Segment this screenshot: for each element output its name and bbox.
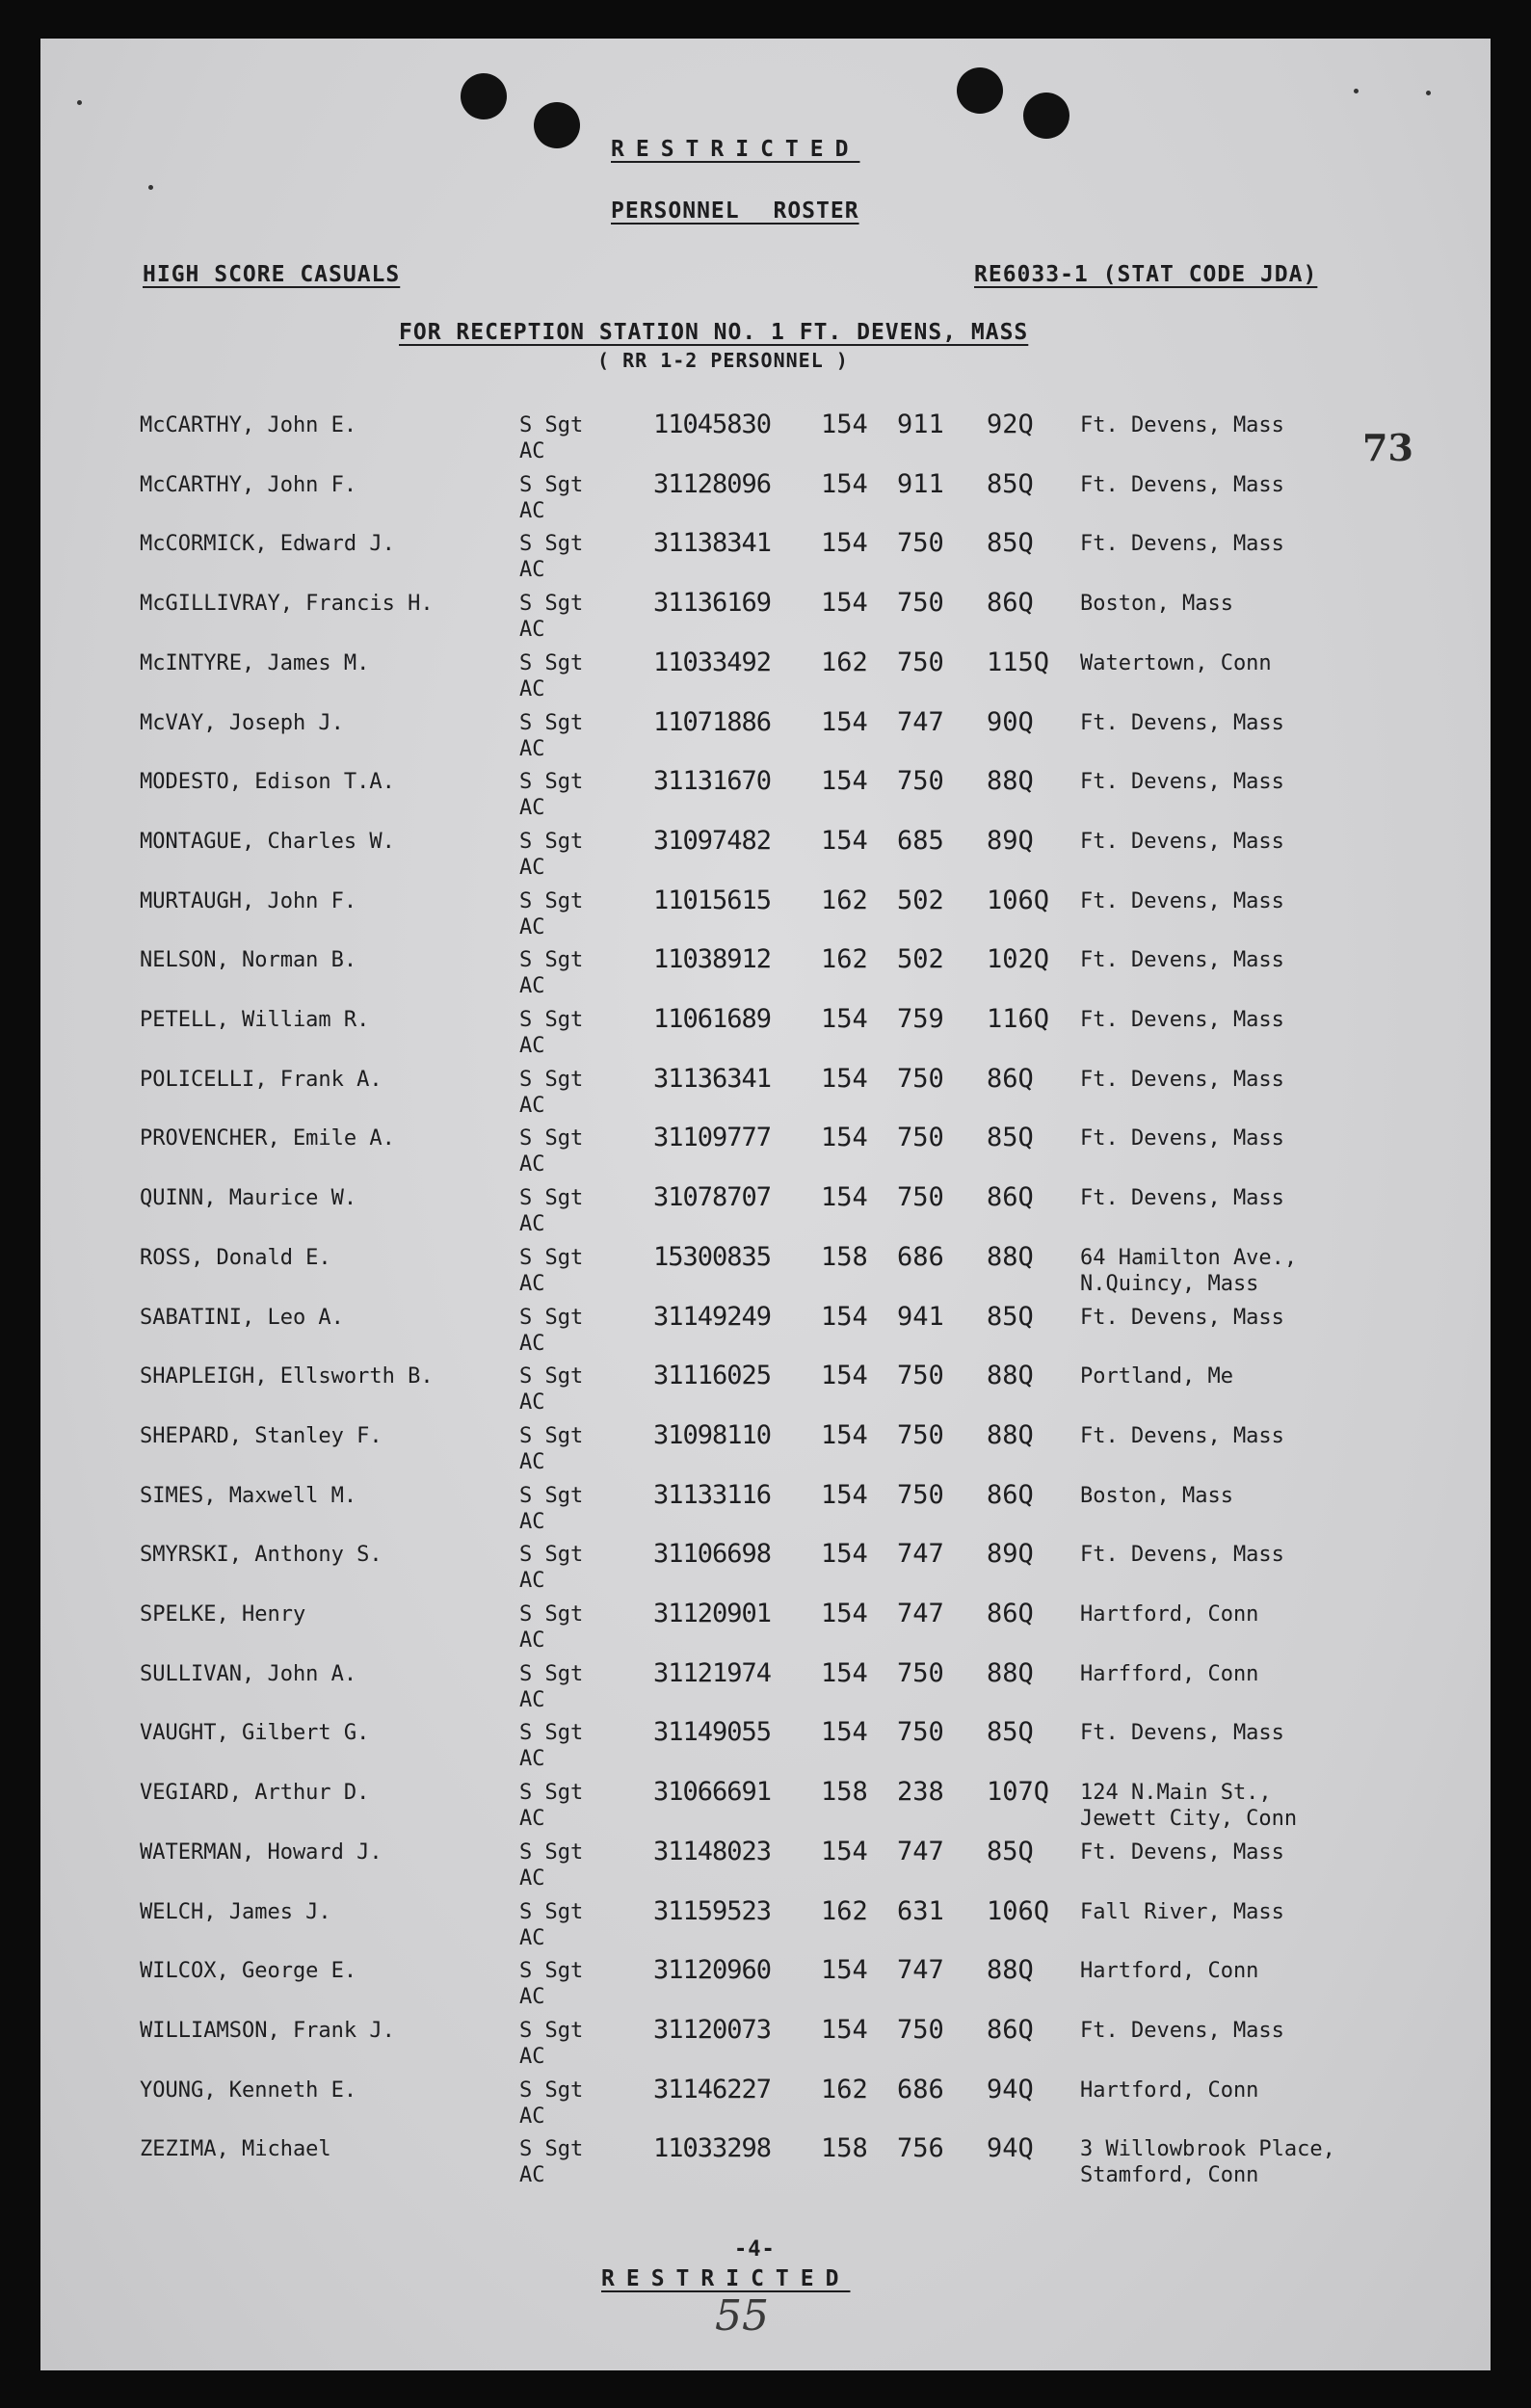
location-line-1: Ft. Devens, Mass <box>1080 1126 1284 1151</box>
table-row <box>40 826 1491 885</box>
person-name: McCORMICK, Edward J. <box>140 532 395 557</box>
serial-number: 11033298 <box>653 2133 772 2164</box>
rank: S Sgt <box>519 1839 584 1865</box>
code-a: 154 <box>821 528 868 559</box>
person-name: VAUGHT, Gilbert G. <box>140 1721 370 1746</box>
person-name: ZEZIMA, Michael <box>140 2137 331 2162</box>
person-name: McCARTHY, John E. <box>140 413 357 437</box>
serial-number: 31136341 <box>653 1063 772 1094</box>
score: 86Q <box>987 1479 1034 1510</box>
score: 89Q <box>987 825 1034 856</box>
rank: S Sgt <box>519 948 584 973</box>
person-name: SIMES, Maxwell M. <box>140 1483 357 1508</box>
location-line-1: Hartford, Conn <box>1080 1602 1259 1627</box>
table-row <box>40 1955 1491 2014</box>
location-line-1: Ft. Devens, Mass <box>1080 1008 1284 1032</box>
station-line: FOR RECEPTION STATION NO. 1 FT. DEVENS, MASS <box>399 320 1029 345</box>
code-a: 154 <box>821 1004 868 1034</box>
score: 85Q <box>987 1123 1034 1153</box>
location-line-1: Boston, Mass <box>1080 592 1233 617</box>
unit-name: HIGH SCORE CASUALS <box>143 262 401 287</box>
code-b: 750 <box>897 1657 944 1688</box>
location-line-1: 64 Hamilton Ave., <box>1080 1245 1298 1270</box>
serial-number: 31136169 <box>653 588 772 619</box>
score: 94Q <box>987 2133 1034 2164</box>
location-line-1: Hartford, Conn <box>1080 2077 1259 2103</box>
table-row <box>40 1837 1491 1895</box>
rank: S Sgt <box>519 888 584 913</box>
person-name: PETELL, William R. <box>140 1008 370 1032</box>
rank: S Sgt <box>519 1781 584 1806</box>
person-name: NELSON, Norman B. <box>140 948 357 973</box>
rank: S Sgt <box>519 472 584 497</box>
person-name: SABATINI, Leo A. <box>140 1305 344 1330</box>
score: 116Q <box>987 1004 1050 1034</box>
arm-of-service: AC <box>519 1747 545 1772</box>
arm-of-service: AC <box>519 855 545 880</box>
arm-of-service: AC <box>519 1271 545 1296</box>
code-b: 747 <box>897 1599 944 1628</box>
score: 107Q <box>987 1777 1050 1808</box>
table-row <box>40 944 1491 1003</box>
arm-of-service: AC <box>519 1807 545 1832</box>
serial-number: 31066691 <box>653 1777 772 1808</box>
table-row <box>40 1420 1491 1479</box>
code-b: 750 <box>897 1361 944 1391</box>
personnel-subtitle: ( RR 1-2 PERSONNEL ) <box>597 349 849 372</box>
location-line-1: Ft. Devens, Mass <box>1080 1423 1284 1448</box>
arm-of-service: AC <box>519 618 545 643</box>
arm-of-service: AC <box>519 1152 545 1178</box>
score: 85Q <box>987 528 1034 559</box>
location-line-1: 124 N.Main St., <box>1080 1781 1272 1806</box>
rank: S Sgt <box>519 1008 584 1032</box>
rank: S Sgt <box>519 829 584 854</box>
code-b: 750 <box>897 647 944 677</box>
rank: S Sgt <box>519 1305 584 1330</box>
person-name: WILLIAMSON, Frank J. <box>140 2018 395 2043</box>
person-name: McINTYRE, James M. <box>140 650 370 675</box>
score: 102Q <box>987 944 1050 975</box>
code-a: 154 <box>821 1063 868 1094</box>
arm-of-service: AC <box>519 2044 545 2069</box>
arm-of-service: AC <box>519 676 545 701</box>
code-a: 154 <box>821 1836 868 1866</box>
rank: S Sgt <box>519 2018 584 2043</box>
serial-number: 31106698 <box>653 1539 772 1570</box>
roster-code: RE6033-1 (STAT CODE JDA) <box>974 262 1318 287</box>
serial-number: 15300835 <box>653 1241 772 1272</box>
code-a: 154 <box>821 1419 868 1450</box>
punch-hole <box>461 73 507 119</box>
code-b: 750 <box>897 528 944 559</box>
location-line-1: Ft. Devens, Mass <box>1080 532 1284 557</box>
page-number: -4- <box>734 2237 776 2262</box>
serial-number: 31116025 <box>653 1361 772 1391</box>
score: 85Q <box>987 468 1034 499</box>
rank: S Sgt <box>519 1423 584 1448</box>
table-row <box>40 1777 1491 1836</box>
arm-of-service: AC <box>519 1687 545 1712</box>
code-b: 747 <box>897 1955 944 1986</box>
score: 86Q <box>987 2014 1034 2045</box>
location-line-2: N.Quincy, Mass <box>1080 1271 1259 1296</box>
table-row <box>40 2133 1491 2192</box>
serial-number: 31149055 <box>653 1717 772 1748</box>
code-a: 154 <box>821 1361 868 1391</box>
code-a: 162 <box>821 2074 868 2104</box>
code-a: 154 <box>821 1955 868 1986</box>
serial-number: 31133116 <box>653 1479 772 1510</box>
arm-of-service: AC <box>519 736 545 761</box>
table-row <box>40 1242 1491 1301</box>
table-row <box>40 1717 1491 1776</box>
rank: S Sgt <box>519 1899 584 1924</box>
speck <box>77 100 82 105</box>
score: 88Q <box>987 766 1034 797</box>
speck <box>1426 91 1431 95</box>
code-a: 158 <box>821 2133 868 2164</box>
table-row <box>40 588 1491 647</box>
code-a: 154 <box>821 1539 868 1570</box>
location-line-2: Jewett City, Conn <box>1080 1807 1298 1832</box>
table-row <box>40 707 1491 766</box>
code-a: 158 <box>821 1777 868 1808</box>
arm-of-service: AC <box>519 1628 545 1653</box>
person-name: McCARTHY, John F. <box>140 472 357 497</box>
arm-of-service: AC <box>519 1034 545 1058</box>
code-a: 154 <box>821 1123 868 1153</box>
rank: S Sgt <box>519 1959 584 1984</box>
serial-number: 11061689 <box>653 1004 772 1034</box>
score: 88Q <box>987 1419 1034 1450</box>
code-a: 154 <box>821 1479 868 1510</box>
rank: S Sgt <box>519 592 584 617</box>
punch-hole <box>534 102 580 148</box>
code-b: 686 <box>897 2074 944 2104</box>
table-row <box>40 886 1491 944</box>
score: 115Q <box>987 647 1050 677</box>
arm-of-service: AC <box>519 1390 545 1416</box>
location-line-1: Harfford, Conn <box>1080 1661 1259 1686</box>
rank: S Sgt <box>519 1483 584 1508</box>
punch-hole <box>1023 93 1069 139</box>
serial-number: 11033492 <box>653 647 772 677</box>
code-a: 154 <box>821 2014 868 2045</box>
score: 86Q <box>987 588 1034 619</box>
rank: S Sgt <box>519 770 584 795</box>
score: 106Q <box>987 1895 1050 1926</box>
code-b: 685 <box>897 825 944 856</box>
code-b: 238 <box>897 1777 944 1808</box>
location-line-1: Ft. Devens, Mass <box>1080 1067 1284 1092</box>
arm-of-service: AC <box>519 558 545 583</box>
code-a: 154 <box>821 706 868 737</box>
person-name: SULLIVAN, John A. <box>140 1661 357 1686</box>
location-line-1: Ft. Devens, Mass <box>1080 1721 1284 1746</box>
rank: S Sgt <box>519 650 584 675</box>
code-a: 158 <box>821 1241 868 1272</box>
code-b: 759 <box>897 1004 944 1034</box>
rank: S Sgt <box>519 1186 584 1211</box>
code-b: 750 <box>897 1479 944 1510</box>
speck <box>1354 89 1359 93</box>
person-name: MURTAUGH, John F. <box>140 888 357 913</box>
code-a: 154 <box>821 588 868 619</box>
rank: S Sgt <box>519 1364 584 1389</box>
serial-number: 31148023 <box>653 1836 772 1866</box>
arm-of-service: AC <box>519 439 545 463</box>
table-row <box>40 648 1491 706</box>
serial-number: 31138341 <box>653 528 772 559</box>
rank: S Sgt <box>519 1721 584 1746</box>
code-b: 750 <box>897 1182 944 1213</box>
code-a: 154 <box>821 1182 868 1213</box>
code-b: 747 <box>897 1539 944 1570</box>
roster-title: PERSONNEL ROSTER <box>611 198 859 224</box>
code-b: 750 <box>897 1717 944 1748</box>
table-row <box>40 1182 1491 1241</box>
code-b: 502 <box>897 944 944 975</box>
score: 86Q <box>987 1063 1034 1094</box>
person-name: WELCH, James J. <box>140 1899 331 1924</box>
location-line-1: Ft. Devens, Mass <box>1080 1305 1284 1330</box>
location-line-1: Fall River, Mass <box>1080 1899 1284 1924</box>
code-b: 911 <box>897 468 944 499</box>
code-a: 162 <box>821 885 868 915</box>
code-a: 154 <box>821 825 868 856</box>
location-line-1: Ft. Devens, Mass <box>1080 2018 1284 2043</box>
serial-number: 31121974 <box>653 1657 772 1688</box>
serial-number: 31097482 <box>653 825 772 856</box>
location-line-1: Ft. Devens, Mass <box>1080 710 1284 735</box>
punch-hole <box>957 67 1003 114</box>
serial-number: 31131670 <box>653 766 772 797</box>
code-a: 154 <box>821 1599 868 1628</box>
roster-page <box>40 39 1491 2370</box>
code-a: 154 <box>821 1717 868 1748</box>
serial-number: 11015615 <box>653 885 772 915</box>
person-name: WATERMAN, Howard J. <box>140 1839 383 1865</box>
code-b: 631 <box>897 1895 944 1926</box>
arm-of-service: AC <box>519 498 545 523</box>
serial-number: 11045830 <box>653 410 772 439</box>
person-name: WILCOX, George E. <box>140 1959 357 1984</box>
serial-number: 31149249 <box>653 1301 772 1332</box>
location-line-1: Ft. Devens, Mass <box>1080 888 1284 913</box>
person-name: ROSS, Donald E. <box>140 1245 331 1270</box>
arm-of-service: AC <box>519 1866 545 1891</box>
location-line-1: Ft. Devens, Mass <box>1080 472 1284 497</box>
score: 88Q <box>987 1241 1034 1272</box>
code-b: 750 <box>897 588 944 619</box>
person-name: POLICELLI, Frank A. <box>140 1067 383 1092</box>
code-a: 154 <box>821 766 868 797</box>
score: 92Q <box>987 410 1034 439</box>
location-line-1: Ft. Devens, Mass <box>1080 829 1284 854</box>
code-b: 747 <box>897 1836 944 1866</box>
person-name: VEGIARD, Arthur D. <box>140 1781 370 1806</box>
arm-of-service: AC <box>519 2104 545 2129</box>
arm-of-service: AC <box>519 914 545 939</box>
score: 88Q <box>987 1657 1034 1688</box>
arm-of-service: AC <box>519 1212 545 1237</box>
table-row <box>40 1123 1491 1181</box>
person-name: SHEPARD, Stanley F. <box>140 1423 383 1448</box>
code-a: 154 <box>821 468 868 499</box>
code-b: 686 <box>897 1241 944 1272</box>
score: 85Q <box>987 1836 1034 1866</box>
code-a: 162 <box>821 1895 868 1926</box>
table-row <box>40 1539 1491 1598</box>
code-b: 911 <box>897 410 944 439</box>
speck <box>148 185 153 190</box>
serial-number: 31159523 <box>653 1895 772 1926</box>
code-b: 756 <box>897 2133 944 2164</box>
serial-number: 31146227 <box>653 2074 772 2104</box>
score: 85Q <box>987 1717 1034 1748</box>
score: 86Q <box>987 1599 1034 1628</box>
location-line-1: 3 Willowbrook Place, <box>1080 2137 1335 2162</box>
arm-of-service: AC <box>519 1509 545 1534</box>
table-row <box>40 1599 1491 1657</box>
classification-header: RESTRICTED <box>611 137 860 162</box>
table-row <box>40 1004 1491 1063</box>
handwritten-number: 55 <box>715 2291 769 2341</box>
code-b: 941 <box>897 1301 944 1332</box>
location-line-1: Ft. Devens, Mass <box>1080 413 1284 437</box>
arm-of-service: AC <box>519 1925 545 1950</box>
location-line-2: Stamford, Conn <box>1080 2163 1259 2188</box>
code-b: 747 <box>897 706 944 737</box>
rank: S Sgt <box>519 413 584 437</box>
person-name: YOUNG, Kenneth E. <box>140 2077 357 2103</box>
table-row <box>40 1480 1491 1539</box>
location-line-1: Ft. Devens, Mass <box>1080 948 1284 973</box>
arm-of-service: AC <box>519 1331 545 1356</box>
person-name: MODESTO, Edison T.A. <box>140 770 395 795</box>
person-name: SPELKE, Henry <box>140 1602 306 1627</box>
score: 89Q <box>987 1539 1034 1570</box>
person-name: QUINN, Maurice W. <box>140 1186 357 1211</box>
table-row <box>40 469 1491 528</box>
serial-number: 31120960 <box>653 1955 772 1986</box>
code-b: 750 <box>897 766 944 797</box>
table-row <box>40 2075 1491 2133</box>
location-line-1: Ft. Devens, Mass <box>1080 1543 1284 1568</box>
table-row <box>40 1658 1491 1717</box>
code-a: 162 <box>821 647 868 677</box>
arm-of-service: AC <box>519 974 545 999</box>
arm-of-service: AC <box>519 796 545 821</box>
serial-number: 31120901 <box>653 1599 772 1628</box>
rank: S Sgt <box>519 1543 584 1568</box>
code-a: 162 <box>821 944 868 975</box>
serial-number: 11071886 <box>653 706 772 737</box>
serial-number: 31109777 <box>653 1123 772 1153</box>
arm-of-service: AC <box>519 1985 545 2010</box>
table-row <box>40 1361 1491 1419</box>
location-line-1: Ft. Devens, Mass <box>1080 1839 1284 1865</box>
rank: S Sgt <box>519 1067 584 1092</box>
rank: S Sgt <box>519 1661 584 1686</box>
score: 94Q <box>987 2074 1034 2104</box>
person-name: MONTAGUE, Charles W. <box>140 829 395 854</box>
table-row <box>40 528 1491 587</box>
serial-number: 31078707 <box>653 1182 772 1213</box>
classification-footer: RESTRICTED <box>601 2266 851 2291</box>
rank: S Sgt <box>519 1602 584 1627</box>
table-row <box>40 1302 1491 1361</box>
serial-number: 31128096 <box>653 468 772 499</box>
rank: S Sgt <box>519 532 584 557</box>
arm-of-service: AC <box>519 1093 545 1118</box>
table-row <box>40 1896 1491 1955</box>
code-b: 750 <box>897 1063 944 1094</box>
person-name: McGILLIVRAY, Francis H. <box>140 592 434 617</box>
arm-of-service: AC <box>519 1569 545 1594</box>
location-line-1: Watertown, Conn <box>1080 650 1272 675</box>
rank: S Sgt <box>519 1126 584 1151</box>
score: 85Q <box>987 1301 1034 1332</box>
code-a: 154 <box>821 1657 868 1688</box>
rank: S Sgt <box>519 710 584 735</box>
location-line-1: Boston, Mass <box>1080 1483 1233 1508</box>
table-row <box>40 410 1491 468</box>
arm-of-service: AC <box>519 1449 545 1474</box>
person-name: SMYRSKI, Anthony S. <box>140 1543 383 1568</box>
page-mark: 73 <box>1362 426 1413 469</box>
score: 88Q <box>987 1955 1034 1986</box>
table-row <box>40 2015 1491 2074</box>
location-line-1: Portland, Me <box>1080 1364 1233 1389</box>
code-b: 750 <box>897 1123 944 1153</box>
rank: S Sgt <box>519 2077 584 2103</box>
code-b: 750 <box>897 2014 944 2045</box>
score: 90Q <box>987 706 1034 737</box>
score: 86Q <box>987 1182 1034 1213</box>
code-b: 502 <box>897 885 944 915</box>
code-b: 750 <box>897 1419 944 1450</box>
location-line-1: Hartford, Conn <box>1080 1959 1259 1984</box>
rank: S Sgt <box>519 2137 584 2162</box>
code-a: 154 <box>821 1301 868 1332</box>
person-name: McVAY, Joseph J. <box>140 710 344 735</box>
serial-number: 31098110 <box>653 1419 772 1450</box>
table-row <box>40 1064 1491 1123</box>
person-name: PROVENCHER, Emile A. <box>140 1126 395 1151</box>
location-line-1: Ft. Devens, Mass <box>1080 1186 1284 1211</box>
rank: S Sgt <box>519 1245 584 1270</box>
table-row <box>40 766 1491 825</box>
arm-of-service: AC <box>519 2163 545 2188</box>
serial-number: 11038912 <box>653 944 772 975</box>
score: 88Q <box>987 1361 1034 1391</box>
score: 106Q <box>987 885 1050 915</box>
code-a: 154 <box>821 410 868 439</box>
location-line-1: Ft. Devens, Mass <box>1080 770 1284 795</box>
person-name: SHAPLEIGH, Ellsworth B. <box>140 1364 434 1389</box>
serial-number: 31120073 <box>653 2014 772 2045</box>
